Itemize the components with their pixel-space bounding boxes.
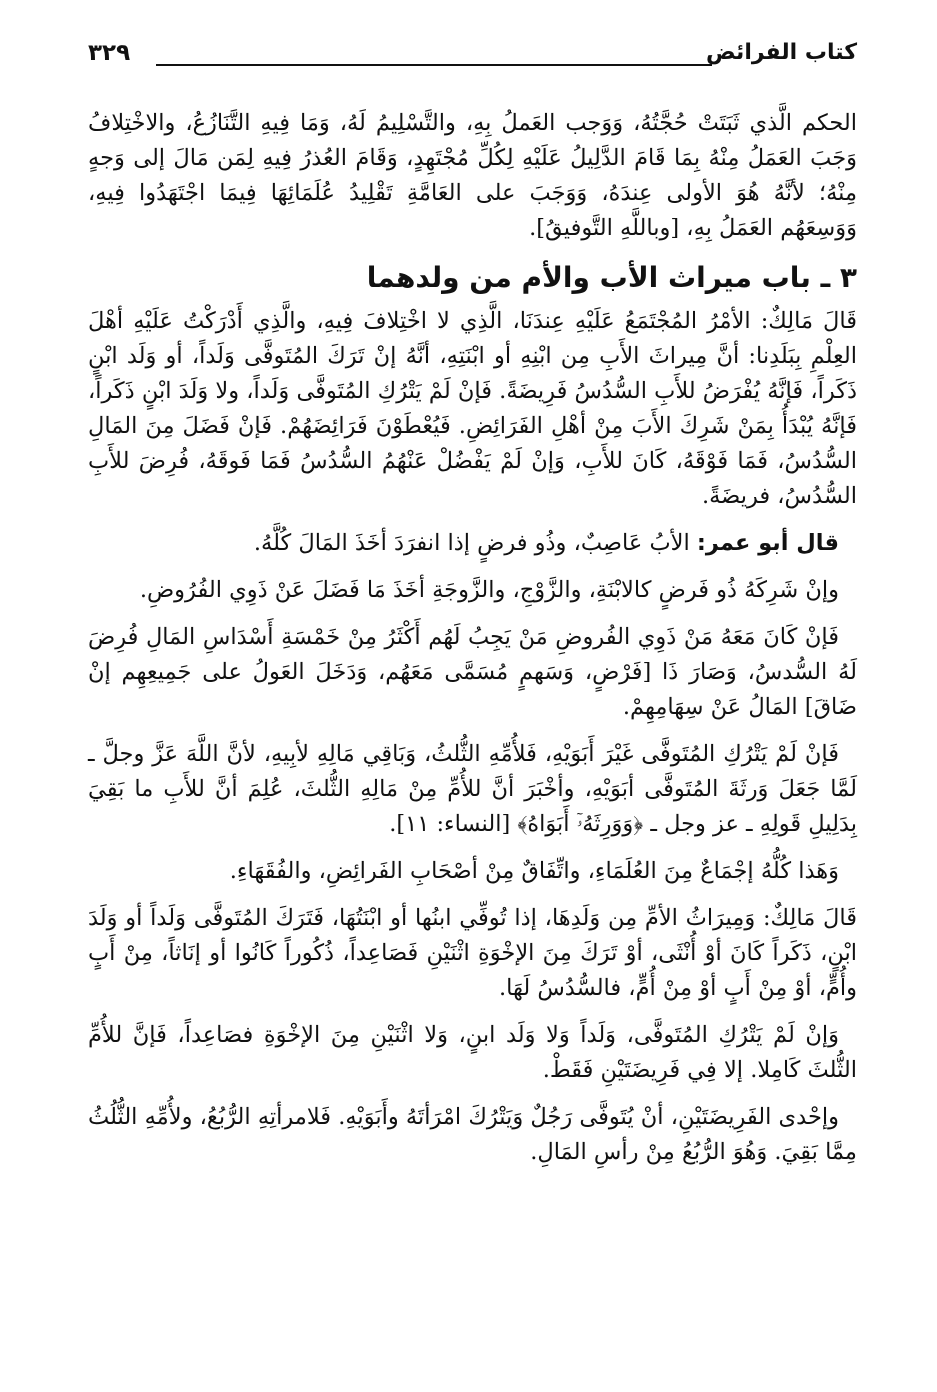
- paragraph-consensus: وَهَذا كُلُّهُ إجْمَاعٌ مِنَ العُلَمَاءِ، واتِّفَاقٌ مِنْ أصْحَابِ الفَرائِضِ، والفُقَهَاءِ.: [229, 858, 839, 884]
- speaker-label: قال أبو عمر:: [696, 530, 839, 556]
- paragraph-malik-mother: قَالَ مَالِكٌ: وَمِيرَاثُ الأمِّ مِن وَلَدِهَا، إذا تُوفِّي ابنُها أو ابْنَتُهَا، فَتَرَكَ المُتَوفَّى وَلَداً أو وَلَدَ ابْنٍ، ذَكَراً كَانَ أوْ أُنْثَى، أوْ تَرَكَ مِنَ الإخْوَةِ اثْنَيْنِ فَصَاعِداً، ذُكُوراً كَانُوا أو إنَاثاً، مِنْ أَبٍ وأُمٍّ، أوْ مِنْ أَبٍ أوْ مِنْ أُمٍّ، فالسُّدُسُ لَهَا.: [88, 905, 857, 1001]
- paragraph-abu-umar: [88, 526, 857, 561]
- paragraph-first-case: وإحْدى الفَرِيضَتَيْنِ، أنْ يُتَوفَّى رَجُلٌ وَيَتْرُكَ امْرَأتَهُ وأَبَوَيْهِ. فَلامرأتِهِ الرُّبُعُ، ولأُمِّهِ الثُّلُثُ مِمَّا بَقِيَ. وَهُوَ الرُّبُعُ مِنْ رأسِ المَالِ.: [88, 1104, 857, 1165]
- paragraph-parents-only: فَإنْ لَمْ يَتْرُكِ المُتَوفَّى غَيْرَ أَبَوَيْهِ، فَلأُمِّهِ الثُّلثُ، وَبَاقِي مَالِهِ لأبِيهِ، لأنَّ اللَّهَ عَزَّ وجلَّ ـ لَمَّا جَعَلَ وَرثَةَ المُتَوفَّى أبَوَيْهِ، وأخْبَرَ أنَّ للأُمِّ مِنْ مَالِهِ الثُّلثَ، عُلِمَ أنَّ للأَبِ ما بَقِيَ بِدَلِيلِ قَولِهِ ـ عز وجل ـ ﴿وَوَرِثَهُۥٓ أَبَوَاهُ﴾ [النساء: ١١].: [88, 741, 857, 837]
- paragraph-malik-father: قَالَ مَالِكٌ: الأمْرُ المُجْتَمَعُ عَلَيْهِ عِندَنَا، الَّذِي لا اخْتِلافَ فِيهِ، والَّذِي أَدْرَكْتُ عَلَيْهِ أهْلَ العِلْمِ بِبَلَدِنا: أنَّ مِيراثَ الأَبِ مِن ابْنِهِ أو ابْنَتِهِ، أنَّهُ إنْ تَرَكَ المُتَوفَّى وَلَداً، أو وَلَد ابْنٍ ذَكَراً، فَإنَّهُ يُفْرَضُ للأَبِ السُّدُسُ فَرِيضَةً. فَإنْ لَمْ يَتْرُكِ المُتَوفَّى وَلَداً، ولا وَلَدَ ابْنٍ ذَكَراً، فَإنَّهُ يُبْدَأُ بِمَنْ شَرِكَ الأَبَ مِنْ أهْلِ الفَرَائِضِ. فَيُعْطَوْنَ فَرَائِضَهُمْ. فَإنْ فَضَلَ مِنَ المَالِ السُّدُسُ، فَمَا فَوْقَهُ، كَانَ للأَبِ، وَإنْ لَمْ يَفْضُلْ عَنْهُمُ السُّدُسُ فَمَا فَوقَهُ، فُرِضَ للأَبِ السُّدُسُ، فريضَةً.: [88, 308, 857, 509]
- paragraph-intro: الحكم الَّذي ثَبَتَتْ حُجَّتُهُ، وَوَجب العَملُ بِهِ، والتَّسْلِيمُ لَهُ، وَمَا فِيهِ التَّنَازُعُ، والاخْتِلافُ وَجَبَ العَمَلُ مِنْهُ بِمَا قَامَ الدَّلِيلُ عَلَيْهِ لِكُلِّ مُجْتَهِدٍ، وَقَامَ العُذرُ فِيهِ لِمَن مَالَ إلى وَجهٍ مِنْهُ؛ لأنَّهُ هُوَ الأولى عِندَهُ، وَوَجَبَ على العَامَّةِ تَقْلِيدُ عُلَمَائِهَا فِيمَا اجْتَهَدُوا فِيهِ، وَوَسِعَهُم العَمَلُ بِهِ، [وباللَّهِ التَّوفيقُ].: [88, 110, 857, 241]
- paragraph-mother-third: وَإنْ لَمْ يَتْرُكِ المُتَوفَّى، وَلَداً وَلا وَلَد ابنٍ، وَلا اثْنَيْنِ مِنَ الإخْوَةِ فصَاعِداً، فَإنَّ للأُمِّ الثُّلثَ كَامِلا. إلا فِي فَرِيضَتَيْنِ فَقَطْ.: [88, 1022, 857, 1083]
- paragraph-awl: فَإنْ كَانَ مَعَهُ مَنْ ذَوِي الفُروضِ مَنْ يَجِبُ لَهُم أَكْثَرُ مِنْ خَمْسَةِ أَسْدَاسِ المَالِ فُرِضَ لَهُ السُّدسُ، وَصَارَ ذَا [فَرْضٍ، وَسَهمٍ مُسَمَّى مَعَهُم، وَدَخَلَ العَولُ على جَمِيعِهِم إنْ ضَاقَ] المَالُ عَنْ سِهَامِهِمْ.: [88, 624, 857, 720]
- page-number: ٣٢٩: [88, 40, 131, 66]
- paragraph-shared-fard: وإنْ شَرِكَهُ ذُو فَرضٍ كالابْنَةِ، والزَّوْجِ، والزَّوجَةِ أخَذَ مَا فَضَلَ عَنْ ذَوِي الفُرُوضِ.: [139, 577, 839, 603]
- page-body: [88, 106, 857, 1170]
- book-title: كتاب الفرائض: [706, 40, 857, 65]
- paragraph-abu-umar-text: الأبُ عَاصِبٌ، وذُو فرضٍ إذا انفرَدَ أخَذَ المَالَ كُلَّهُ.: [253, 530, 690, 556]
- chapter-title: ٣ ـ باب ميراث الأب والأم من ولدهما: [366, 261, 857, 294]
- header-rule: [156, 64, 712, 66]
- running-header: [88, 40, 857, 80]
